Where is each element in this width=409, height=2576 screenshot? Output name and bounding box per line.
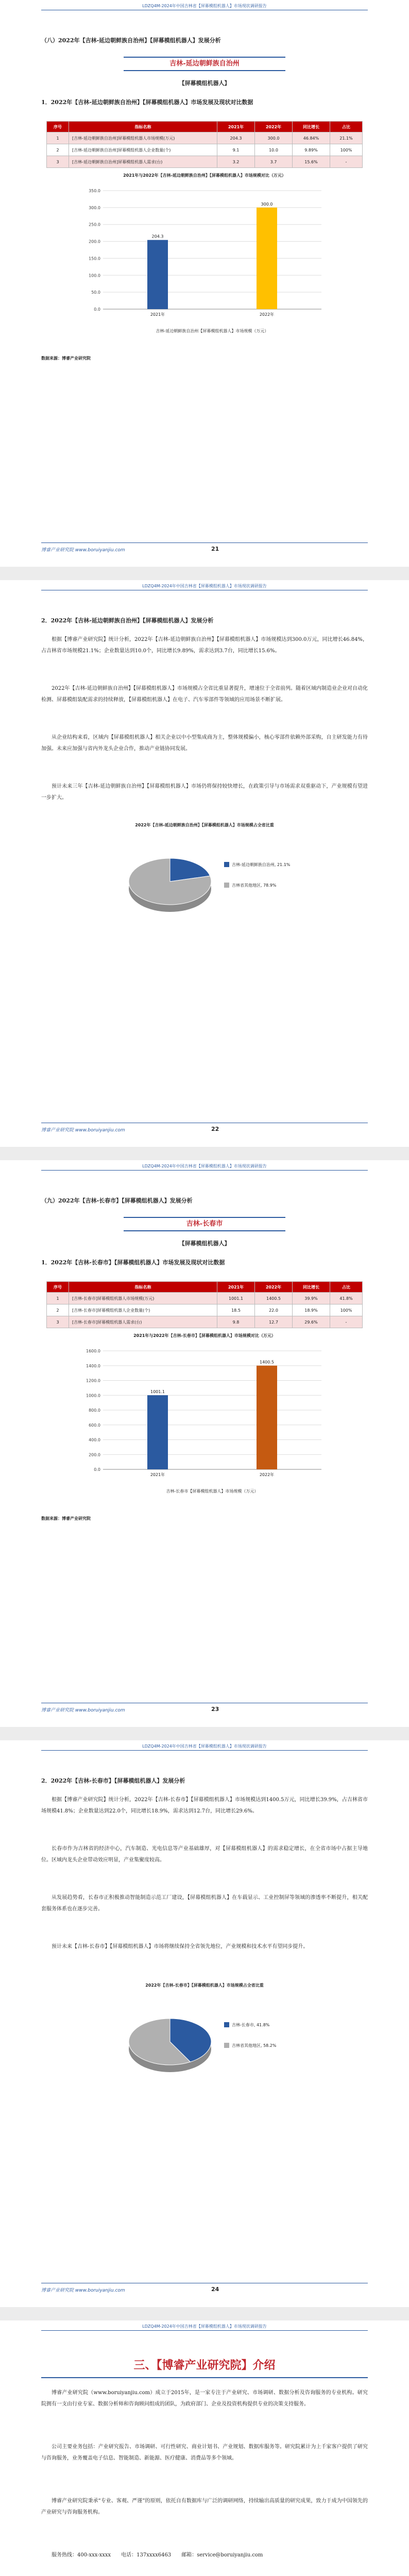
- source-note: 数据来源：博睿产业研究院: [41, 1516, 91, 1521]
- bar-chart: [77, 183, 332, 337]
- y-tick-label: 200.0: [89, 1452, 100, 1458]
- section-title: （九）2022年【吉林-长春市】【屏幕模组机器人】发展分析: [41, 1197, 193, 1204]
- y-tick-label: 0.0: [94, 307, 100, 312]
- legend-swatch: [224, 2022, 229, 2027]
- y-tick-label: 150.0: [89, 256, 100, 261]
- pie-title: 2022年【吉林-长春市】【屏幕模组机器人】市场规模占全省比重: [145, 1983, 264, 1988]
- page-header: LDZQ4M-2024年中国吉林省【屏幕模组机器人】市场现状调研报告: [142, 1164, 267, 1168]
- cell: 18.9%: [293, 1304, 330, 1316]
- y-tick-label: 1000.0: [86, 1393, 100, 1398]
- th: 占比: [330, 122, 363, 132]
- page-number: 23: [211, 1706, 219, 1713]
- cell: 3.2: [217, 156, 255, 168]
- page-footer: [41, 543, 368, 555]
- y-tick-label: 350.0: [89, 189, 100, 193]
- page-title: 三、【博睿产业研究院】介绍: [133, 2359, 276, 2372]
- cell: 21.1%: [330, 132, 363, 144]
- y-tick-label: 1200.0: [86, 1378, 100, 1383]
- cell: 39.9%: [293, 1293, 330, 1304]
- table-row: [47, 144, 363, 156]
- cell: 100%: [330, 1304, 363, 1316]
- region-banner: 吉林-长春市: [124, 1217, 285, 1231]
- cell: 2: [47, 1304, 69, 1316]
- header-line: [41, 2330, 368, 2331]
- market-table: [46, 1281, 363, 1328]
- cell: 1001.1: [217, 1293, 255, 1304]
- data-label: 204.3: [151, 234, 164, 239]
- paragraph: 从企业结构来看，区域内【屏幕模组机器人】相关企业以中小型集成商为主，整体规模偏小，核心零部件依赖外部采购，自主研发能力有待加强。未来应加强与省内外龙头企业合作，推动产业链协同发展。: [41, 735, 368, 752]
- subsection-title: 1．2022年【吉林-长春市】【屏幕模组机器人】市场发展及现状对比数据: [41, 1259, 225, 1266]
- pie-chart: [113, 835, 296, 938]
- page-header: LDZQ4M-2024年中国吉林省【屏幕模组机器人】市场现状调研报告: [142, 2324, 267, 2329]
- cell: -: [330, 156, 363, 168]
- header-line: [41, 1170, 368, 1171]
- source-note: 数据来源：博睿产业研究院: [41, 356, 91, 361]
- cell: 12.7: [255, 1316, 293, 1328]
- y-tick-label: 600.0: [89, 1422, 100, 1428]
- page-footer: [41, 2283, 368, 2296]
- header-line: [41, 1750, 368, 1751]
- cell: 9.1: [217, 144, 255, 156]
- pie-chart: [113, 1995, 296, 2098]
- cell: 15.6%: [293, 156, 330, 168]
- cell: [吉林-延边朝鲜族自治州]屏幕模组机器人企业数量(个): [69, 144, 217, 156]
- paragraph: 公司主要业务包括：产业研究报告、市场调研、可行性研究、商业计划书、产业规划、数据库服务等。研究院累计为上千家客户提供了研究与咨询服务，业务覆盖电子信息、智能制造、新能源、医疗健康、消费品等多个领域。: [41, 2444, 368, 2461]
- region-banner: 吉林-延边朝鲜族自治州: [124, 57, 285, 71]
- y-tick-label: 300.0: [89, 205, 100, 210]
- th: 指标名称: [69, 1282, 217, 1293]
- paragraph: 从发展趋势看，长春市正积极推动智能制造示范工厂建设，【屏幕模组机器人】在车载显示、工业控制屏等领域的渗透率不断提升，相关配套服务体系也在逐步完善。: [41, 1895, 368, 1912]
- cell: [吉林-长春市]屏幕模组机器人市场规模(万元): [69, 1293, 217, 1304]
- paragraph: 预计未来【吉林-长春市】【屏幕模组机器人】市场将继续保持全省领先地位，产业规模和技术水平有望同步提升。: [52, 1944, 309, 1950]
- y-tick-label: 100.0: [89, 273, 100, 278]
- product-banner: 【屏幕模组机器人】: [179, 1240, 230, 1247]
- page-23: [0, 1160, 409, 1727]
- page-25: [0, 2320, 409, 2576]
- cell: 1: [47, 1293, 69, 1304]
- y-tick-label: 400.0: [89, 1437, 100, 1443]
- bar: [147, 240, 168, 309]
- legend-swatch: [224, 862, 229, 867]
- y-tick-label: 250.0: [89, 222, 100, 227]
- cell: 18.5: [217, 1304, 255, 1316]
- pie-label: 吉林-长春市, 41.8%: [232, 2023, 270, 2027]
- paragraph: 博睿产业研究院（www.boruiyanjiu.com）成立于2015年，是一家专注于产业研究、市场调研、数据分析及咨询服务的专业机构。研究院拥有一支由行业专家、数据分析师和咨询顾问组成的团队，为政府部门、企业及投资机构提供专业的决策支持服务。: [41, 2390, 368, 2407]
- pie-label: 吉林省其他地区, 58.2%: [232, 2043, 277, 2048]
- pie-label: 吉林-延边朝鲜族自治州, 21.1%: [232, 862, 291, 867]
- th: 2021年: [217, 1282, 255, 1293]
- product-banner: 【屏幕模组机器人】: [179, 80, 230, 87]
- table-row: [47, 1316, 363, 1328]
- x-tick-label: 2021年: [150, 1472, 165, 1477]
- x-tick-label: 2021年: [150, 312, 165, 317]
- cell: 46.84%: [293, 132, 330, 144]
- legend-swatch: [224, 883, 229, 888]
- cell: 22.0: [255, 1304, 293, 1316]
- cell: [吉林-延边朝鲜族自治州]屏幕模组机器人需求(台): [69, 156, 217, 168]
- paragraph: 预计未来三年【吉林-延边朝鲜族自治州】【屏幕模组机器人】市场仍将保持较快增长，在政策引导与市场需求双重驱动下，产业规模有望进一步扩大。: [41, 784, 368, 801]
- chart-title: 2021年与2022年【吉林-延边朝鲜族自治州】【屏幕模组机器人】市场规模对比（万元）: [123, 173, 286, 178]
- footer-site: 博睿产业研究院 www.boruiyanjiu.com: [41, 548, 125, 553]
- page-number: 22: [211, 1126, 219, 1132]
- cell: 9.89%: [293, 144, 330, 156]
- cell: 29.6%: [293, 1316, 330, 1328]
- cell: [吉林-延边朝鲜族自治州]屏幕模组机器人市场规模(万元): [69, 132, 217, 144]
- cell: 1400.5: [255, 1293, 293, 1304]
- page-number: 21: [211, 546, 219, 552]
- page-number: 24: [211, 2286, 219, 2293]
- paragraph: 根据【博睿产业研究院】统计分析，2022年【吉林-延边朝鲜族自治州】【屏幕模组机器人】市场规模达到300.0万元，同比增长46.84%，占吉林省市场规模21.1%；企业数量达到10.0个，同比增长9.89%，需求达到3.7台，同比增长15.6%。: [41, 637, 368, 654]
- cell: 3: [47, 1316, 69, 1328]
- bar-chart: [77, 1343, 332, 1498]
- cell: 41.8%: [330, 1293, 363, 1304]
- pie-label: 吉林省其他地区, 78.9%: [232, 883, 277, 888]
- chart-title: 2021年与2022年【吉林-长春市】【屏幕模组机器人】市场规模对比（万元）: [133, 1333, 276, 1338]
- cell: 3: [47, 156, 69, 168]
- table-row: [47, 132, 363, 144]
- data-label: 300.0: [261, 201, 273, 207]
- section-title: （八）2022年【吉林-延边朝鲜族自治州】【屏幕模组机器人】发展分析: [41, 37, 221, 44]
- paragraph: 长春市作为吉林省的经济中心，汽车制造、光电信息等产业基础雄厚，对【屏幕模组机器人】的需求稳定增长，在全省市场中占据主导地位。区域内龙头企业带动效应明显，产业集聚度较高。: [41, 1846, 368, 1863]
- th: 序号: [47, 122, 69, 132]
- footer-site: 博睿产业研究院 www.boruiyanjiu.com: [41, 1708, 125, 1713]
- cell: 9.8: [217, 1316, 255, 1328]
- bar: [257, 1366, 277, 1469]
- th: 2022年: [255, 122, 293, 132]
- cell: -: [330, 1316, 363, 1328]
- page-footer: [41, 1703, 368, 1716]
- th: 同比增长: [293, 1282, 330, 1293]
- page-22: [0, 580, 409, 1147]
- th: 同比增长: [293, 122, 330, 132]
- cell: 1: [47, 132, 69, 144]
- bar: [147, 1395, 168, 1469]
- data-label: 1001.1: [150, 1389, 165, 1395]
- th: 序号: [47, 1282, 69, 1293]
- subsection-title: 2．2022年【吉林-延边朝鲜族自治州】【屏幕模组机器人】发展分析: [41, 617, 214, 624]
- cell: 10.0: [255, 144, 293, 156]
- data-label: 1400.5: [260, 1360, 274, 1365]
- legend-swatch: [224, 2043, 229, 2048]
- cell: 204.3: [217, 132, 255, 144]
- page-footer: [41, 1123, 368, 1136]
- title-divider: [41, 2377, 368, 2378]
- y-tick-label: 50.0: [91, 290, 100, 295]
- cell: 300.0: [255, 132, 293, 144]
- subsection-title: 1．2022年【吉林-延边朝鲜族自治州】【屏幕模组机器人】市场发展及现状对比数据: [41, 99, 253, 106]
- cell: 3.7: [255, 156, 293, 168]
- y-tick-label: 800.0: [89, 1408, 100, 1413]
- x-tick-label: 2022年: [259, 1472, 275, 1477]
- page-header: LDZQ4M-2024年中国吉林省【屏幕模组机器人】市场现状调研报告: [142, 584, 267, 588]
- footer-site: 博睿产业研究院 www.boruiyanjiu.com: [41, 1128, 125, 1133]
- th: 2021年: [217, 122, 255, 132]
- page-header: LDZQ4M-2024年中国吉林省【屏幕模组机器人】市场现状调研报告: [142, 1744, 267, 1749]
- page-21: [0, 0, 409, 567]
- pie-title: 2022年【吉林-延边朝鲜族自治州】【屏幕模组机器人】市场规模占全省比重: [135, 823, 274, 827]
- paragraph: 博睿产业研究院秉承“专业、客观、严谨”的原则，依托自有数据库与广泛的调研网络，持续输出高质量的研究成果，致力于成为中国领先的产业研究与咨询服务机构。: [41, 2498, 368, 2515]
- y-tick-label: 0.0: [94, 1467, 100, 1472]
- table-row: [47, 1293, 363, 1304]
- cell: [吉林-长春市]屏幕模组机器人企业数量(个): [69, 1304, 217, 1316]
- paragraph: 2022年【吉林-延边朝鲜族自治州】【屏幕模组机器人】市场规模占全省比重显著提升，增速位于全省前列。随着区域内制造业企业对自动化检测、屏幕模组装配需求的持续释放，【屏幕模组机器人】在电子、汽车零部件等领域的应用场景不断扩展。: [41, 686, 368, 703]
- y-tick-label: 1400.0: [86, 1363, 100, 1368]
- x-tick-label: 2022年: [259, 312, 275, 317]
- page-24: [0, 1740, 409, 2307]
- table-row: [47, 156, 363, 168]
- table-row: [47, 1304, 363, 1316]
- market-table: [46, 121, 363, 168]
- contact-line: 服务热线：400-xxx-xxxx 电话：137xxxx6463 邮箱：service@boruiyanjiu.com: [52, 2552, 263, 2558]
- paragraph: 根据【博睿产业研究院】统计分析，2022年【吉林-长春市】【屏幕模组机器人】市场规模达到1400.5万元，同比增长39.9%，占吉林省市场规模41.8%；企业数量达到22.0个，同比增长18.9%，需求达到12.7台，同比增长29.6%。: [41, 1797, 368, 1814]
- footer-site: 博睿产业研究院 www.boruiyanjiu.com: [41, 2288, 125, 2293]
- y-tick-label: 200.0: [89, 239, 100, 244]
- cell: 100%: [330, 144, 363, 156]
- cell: [吉林-长春市]屏幕模组机器人需求(台): [69, 1316, 217, 1328]
- x-axis-label: 吉林-延边朝鲜族自治州【屏幕模组机器人】市场规模（万元）: [156, 329, 269, 333]
- bar: [257, 208, 277, 309]
- page-header: LDZQ4M-2024年中国吉林省【屏幕模组机器人】市场现状调研报告: [142, 4, 267, 8]
- x-axis-label: 吉林-长春市【屏幕模组机器人】市场规模（万元）: [166, 1489, 259, 1494]
- subsection-title: 2．2022年【吉林-长春市】【屏幕模组机器人】发展分析: [41, 1777, 185, 1784]
- th: 指标名称: [69, 122, 217, 132]
- th: 2022年: [255, 1282, 293, 1293]
- th: 占比: [330, 1282, 363, 1293]
- y-tick-label: 1600.0: [86, 1349, 100, 1353]
- cell: 2: [47, 144, 69, 156]
